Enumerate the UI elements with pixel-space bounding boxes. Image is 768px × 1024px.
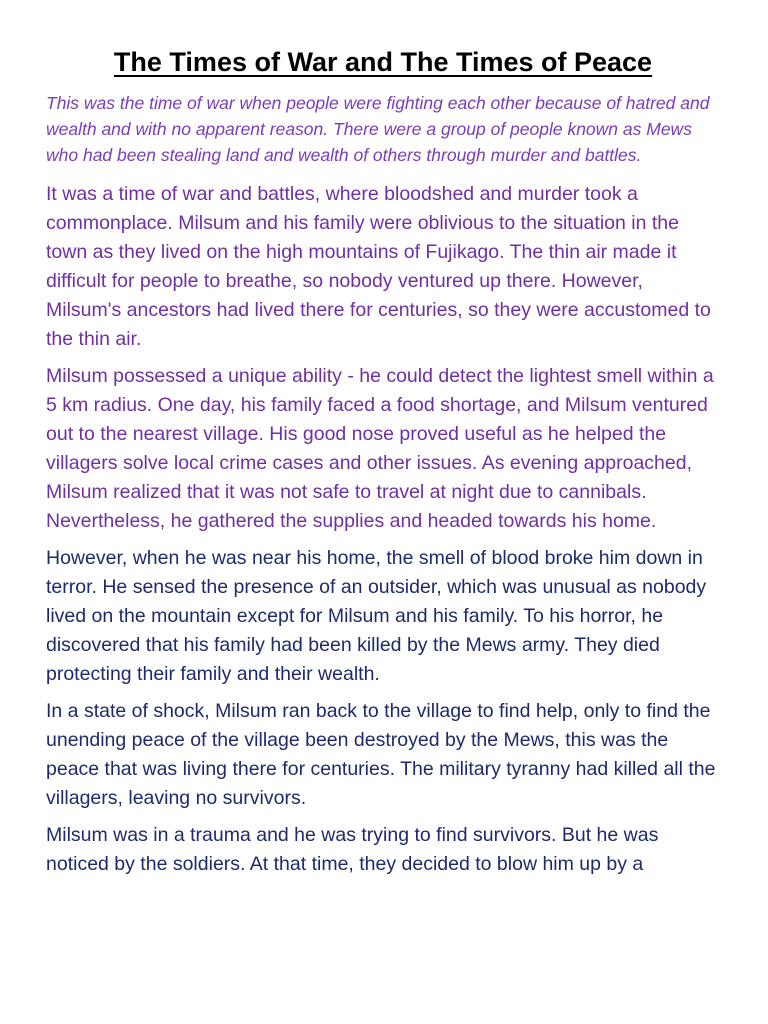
intro-paragraph: This was the time of war when people were fighting each other because of hatred and wealth and with no apparent reason. There were a group of people known as Mews who had been stealing land and wealth of others through murder and battles. [46,93,710,165]
body-paragraph-4: In a state of shock, Milsum ran back to the village to find help, only to find the unending peace of the village been destroyed by the Mews, this was the peace that was living there for centuries. The military tyranny had killed all the villagers, leaving no survivors. [46,700,716,809]
body-paragraph-5: Milsum was in a trauma and he was trying to find survivors. But he was noticed by the soldiers. At that time, they decided to blow him up by a [46,824,659,875]
body-paragraph-2: Milsum possessed a unique ability - he could detect the lightest smell within a 5 km radius. One day, his family faced a food shortage, and Milsum ventured out to the nearest village. His good nose proved useful as he helped the villagers solve local crime cases and other issues. As evening approached, Milsum realized that it was not safe to travel at night due to cannibals. Nevertheless, he gathered the supplies and headed towards his home. [46,365,714,532]
body-paragraph-3: However, when he was near his home, the smell of blood broke him down in terror. He sensed the presence of an outsider, which was unusual as nobody lived on the mountain except for Milsum and his family. To his horror, he discovered that his family had been killed by the Mews army. They died protecting their family and their wealth. [46,547,707,685]
document-title: The Times of War and The Times of Peace [113,47,653,77]
body-paragraph-1: It was a time of war and battles, where bloodshed and murder took a commonplace. Milsum and his family were oblivious to the situation in the town as they lived on the high mountains of Fujikago. The thin air made it difficult for people to breathe, so nobody ventured up there. However, Milsum's ancestors had lived there for centuries, so they were accustomed to the thin air. [46,183,711,350]
